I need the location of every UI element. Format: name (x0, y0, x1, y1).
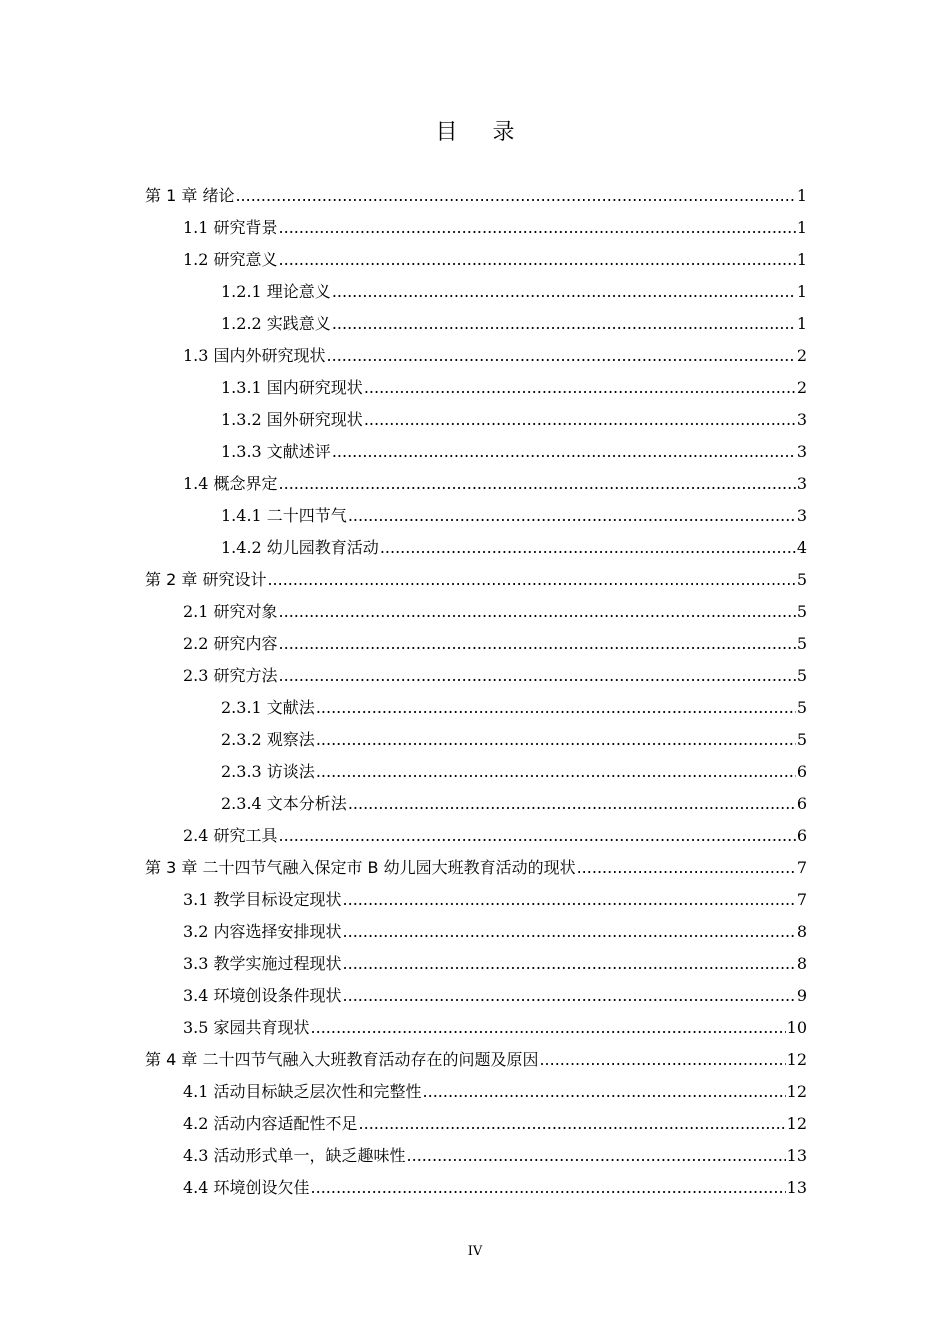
toc-entry[interactable] (145, 788, 807, 820)
toc-entry-page: 2 (796, 346, 807, 365)
toc-entry-label: 1.3.1 国内研究现状 (221, 378, 363, 397)
toc-entry-label: 2.4 研究工具 (183, 826, 278, 845)
toc-entry-page: 7 (796, 858, 807, 877)
toc-entry-page: 6 (796, 826, 807, 845)
toc-entry[interactable] (145, 948, 807, 980)
toc-dot-leader (359, 1108, 786, 1140)
toc-entry[interactable] (145, 980, 807, 1012)
toc-entry[interactable] (145, 340, 807, 372)
toc-dot-leader (332, 308, 796, 340)
toc-entry-label: 4.2 活动内容适配性不足 (183, 1114, 358, 1133)
toc-dot-leader (332, 436, 796, 468)
toc-entry-label: 2.3.1 文献法 (221, 698, 315, 717)
toc-entry[interactable] (145, 468, 807, 500)
toc-entry[interactable] (145, 628, 807, 660)
toc-entry[interactable] (145, 756, 807, 788)
toc-entry-page: 3 (796, 506, 807, 525)
toc-entry-label: 1.2.2 实践意义 (221, 314, 331, 333)
toc-dot-leader (279, 596, 796, 628)
toc-entry-page: 1 (796, 218, 807, 237)
toc-entry[interactable] (145, 820, 807, 852)
toc-dot-leader (279, 628, 796, 660)
toc-entry-page: 2 (796, 378, 807, 397)
toc-entry[interactable] (145, 1140, 807, 1172)
toc-dot-leader (332, 276, 796, 308)
toc-entry-page: 13 (786, 1178, 807, 1197)
toc-entry-label: 1.2.1 理论意义 (221, 282, 331, 301)
toc-entry[interactable] (145, 308, 807, 340)
toc-dot-leader (577, 852, 796, 884)
toc-dot-leader (327, 340, 796, 372)
toc-entry-page: 8 (796, 954, 807, 973)
toc-entry-page: 12 (786, 1114, 807, 1133)
toc-entry-page: 10 (786, 1018, 807, 1037)
toc-dot-leader (235, 180, 795, 212)
toc-entry[interactable] (145, 500, 807, 532)
toc-entry[interactable] (145, 244, 807, 276)
toc-entry[interactable] (145, 1044, 807, 1076)
toc-dot-leader (364, 372, 796, 404)
toc-entry[interactable] (145, 404, 807, 436)
toc-entry-page: 1 (796, 250, 807, 269)
toc-entry[interactable] (145, 1076, 807, 1108)
toc-dot-leader (407, 1140, 786, 1172)
page-title: 目 录 (435, 120, 529, 145)
toc-entry-page: 1 (796, 186, 807, 205)
toc-entry-label: 2.1 研究对象 (183, 602, 278, 621)
toc-dot-leader (316, 756, 796, 788)
toc-entry-page: 6 (796, 762, 807, 781)
toc-dot-leader (311, 1172, 786, 1204)
toc-entry-label: 3.1 教学目标设定现状 (183, 890, 342, 909)
toc-dot-leader (343, 884, 796, 916)
toc-dot-leader (380, 532, 796, 564)
toc-entry-page: 5 (796, 602, 807, 621)
toc-entry-label: 1.4.2 幼儿园教育活动 (221, 538, 379, 557)
toc-entry-page: 7 (796, 890, 807, 909)
toc-entry-page: 4 (796, 538, 807, 557)
toc-entry-label: 第 4 章 二十四节气融入大班教育活动存在的问题及原因 (145, 1050, 539, 1069)
toc-entry[interactable] (145, 724, 807, 756)
toc-entry-label: 2.3.2 观察法 (221, 730, 315, 749)
toc-dot-leader (343, 948, 796, 980)
toc-entry-page: 3 (796, 442, 807, 461)
toc-dot-leader (279, 244, 796, 276)
toc-entry-page: 3 (796, 410, 807, 429)
toc-entry[interactable] (145, 692, 807, 724)
toc-entry[interactable] (145, 212, 807, 244)
toc-entry-page: 12 (786, 1082, 807, 1101)
toc-dot-leader (279, 468, 796, 500)
toc-dot-leader (279, 212, 796, 244)
toc-entry-page: 5 (796, 666, 807, 685)
toc-entry-page: 5 (796, 634, 807, 653)
toc-entry-page: 6 (796, 794, 807, 813)
toc-entry[interactable] (145, 532, 807, 564)
toc-dot-leader (348, 500, 796, 532)
toc-dot-leader (343, 980, 796, 1012)
toc-entry-label: 2.3.3 访谈法 (221, 762, 315, 781)
toc-entry-page: 1 (796, 282, 807, 301)
toc-dot-leader (279, 820, 796, 852)
toc-entry-page: 9 (796, 986, 807, 1005)
toc-entry-page: 5 (796, 698, 807, 717)
toc-entry[interactable] (145, 1172, 807, 1204)
toc-entry-label: 第 2 章 研究设计 (145, 570, 267, 589)
toc-entry-label: 3.3 教学实施过程现状 (183, 954, 342, 973)
toc-entry-page: 1 (796, 314, 807, 333)
toc-entry[interactable] (145, 372, 807, 404)
table-of-contents (145, 180, 807, 1204)
toc-entry-label: 3.2 内容选择安排现状 (183, 922, 342, 941)
toc-entry-label: 1.4 概念界定 (183, 474, 278, 493)
toc-entry[interactable] (145, 564, 807, 596)
toc-entry-page: 13 (786, 1146, 807, 1165)
toc-entry-label: 2.3 研究方法 (183, 666, 278, 685)
toc-entry[interactable] (145, 596, 807, 628)
toc-entry-label: 1.4.1 二十四节气 (221, 506, 347, 525)
toc-entry-label: 1.3 国内外研究现状 (183, 346, 326, 365)
toc-entry-label: 4.4 环境创设欠佳 (183, 1178, 310, 1197)
toc-dot-leader (423, 1076, 786, 1108)
toc-entry-label: 1.3.3 文献述评 (221, 442, 331, 461)
toc-entry-page: 12 (786, 1050, 807, 1069)
toc-entry-label: 4.1 活动目标缺乏层次性和完整性 (183, 1082, 422, 1101)
toc-dot-leader (343, 916, 796, 948)
toc-entry[interactable] (145, 660, 807, 692)
toc-entry[interactable] (145, 852, 807, 884)
toc-dot-leader (364, 404, 796, 436)
toc-entry-label: 第 1 章 绪论 (145, 186, 235, 205)
toc-entry[interactable] (145, 916, 807, 948)
toc-entry-page: 5 (796, 730, 807, 749)
toc-entry[interactable] (145, 436, 807, 468)
toc-dot-leader (311, 1012, 786, 1044)
toc-entry-page: 8 (796, 922, 807, 941)
toc-entry[interactable] (145, 884, 807, 916)
toc-entry-label: 2.3.4 文本分析法 (221, 794, 347, 813)
page-number: IV (467, 1244, 483, 1259)
toc-entry-label: 第 3 章 二十四节气融入保定市 B 幼儿园大班教育活动的现状 (145, 858, 576, 877)
toc-entry-label: 3.4 环境创设条件现状 (183, 986, 342, 1005)
toc-dot-leader (279, 660, 796, 692)
toc-entry[interactable] (145, 180, 807, 212)
toc-dot-leader (267, 564, 795, 596)
toc-dot-leader (348, 788, 796, 820)
toc-entry-label: 1.2 研究意义 (183, 250, 278, 269)
toc-entry[interactable] (145, 1012, 807, 1044)
toc-dot-leader (316, 692, 796, 724)
toc-entry-page: 3 (796, 474, 807, 493)
toc-dot-leader (539, 1044, 785, 1076)
toc-entry[interactable] (145, 1108, 807, 1140)
toc-entry-label: 1.3.2 国外研究现状 (221, 410, 363, 429)
toc-entry-page: 5 (796, 570, 807, 589)
toc-entry-label: 3.5 家园共育现状 (183, 1018, 310, 1037)
toc-entry-label: 2.2 研究内容 (183, 634, 278, 653)
toc-entry-label: 1.1 研究背景 (183, 218, 278, 237)
toc-entry[interactable] (145, 276, 807, 308)
toc-dot-leader (316, 724, 796, 756)
toc-entry-label: 4.3 活动形式单一，缺乏趣味性 (183, 1146, 406, 1165)
